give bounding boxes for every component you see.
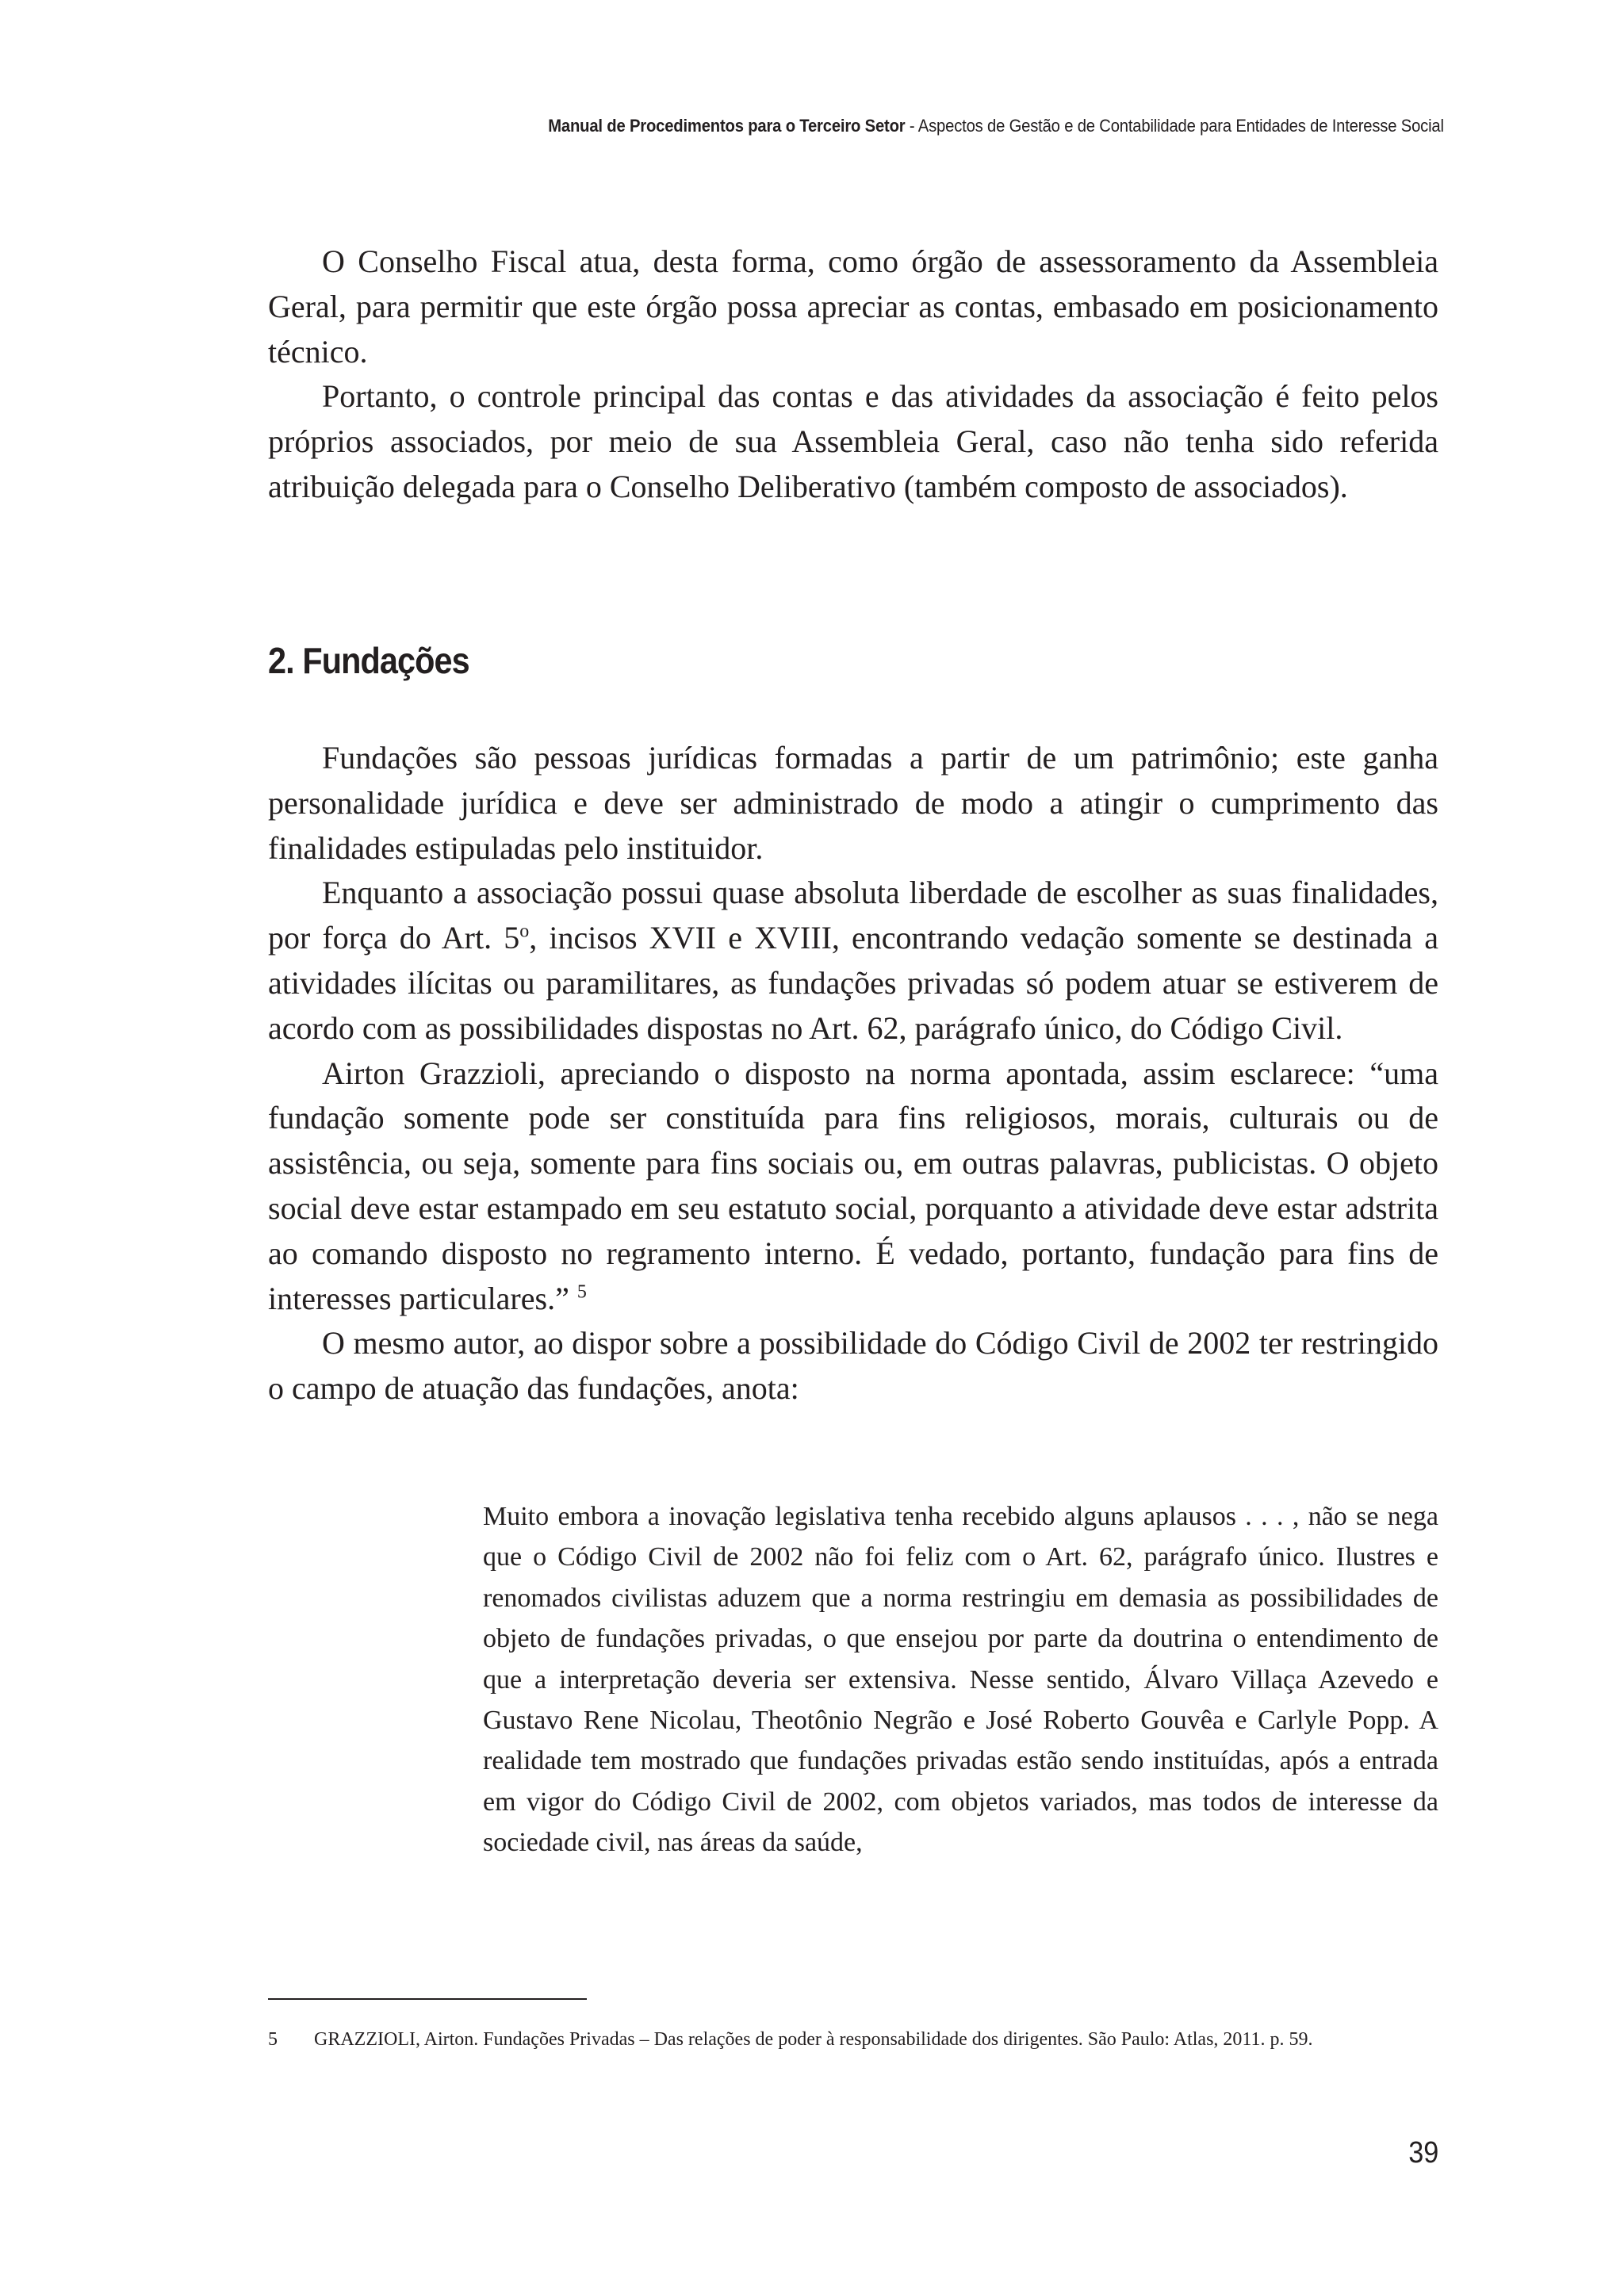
footnote xyxy=(268,2028,1438,2051)
fundacoes-text-block xyxy=(268,736,1438,1411)
paragraph-mesmo-autor: O mesmo autor, ao dispor sobre a possibilidade do Código Civil de 2002 ter restringido o campo de atuação das fundações, anota: xyxy=(268,1325,1438,1407)
ordinal-indicator: o xyxy=(519,921,530,942)
footnote-divider xyxy=(268,1998,587,2000)
footnote-reference[interactable]: 5 xyxy=(576,1281,587,1303)
paragraph-associacao-text-b: , incisos XVII e XVIII, encontrando vedação somente se destinada a atividades ilícitas ou paramilitares, as fundações privadas só podem atuar se estiverem de acordo com as possibilidades dispostas no Art. 62, parágrafo único, do Código Civil. xyxy=(268,920,1438,1046)
footnote-text: GRAZZIOLI, Airton. Fundações Privadas – Das relações de poder à responsabilidade dos dirigentes. São Paulo: Atlas, 2011. p. 59. xyxy=(314,2029,1313,2050)
running-header-subtitle: - Aspectos de Gestão e de Contabilidade para Entidades de Interesse Social xyxy=(905,116,1444,136)
running-header-title: Manual de Procedimentos para o Terceiro Setor xyxy=(548,116,906,136)
paragraph-grazzioli-text: Airton Grazzioli, apreciando o disposto na norma apontada, assim esclarece: “uma fundação somente pode ser constituída para fins religiosos, morais, culturais ou de assistência, ou seja, somente para fins sociais ou, em outras palavras, publicistas. O objeto social deve estar estampado em seu estatuto social, porquanto a atividade deve estar adstrita ao comando disposto no regramento interno. É vedado, portanto, fundação para fins de interesses particulares.” xyxy=(268,1055,1438,1316)
paragraph-conselho-fiscal: O Conselho Fiscal atua, desta forma, como órgão de assessoramento da Assembleia Geral, para permitir que este órgão possa apreciar as contas, embasado em posicionamento técnico. xyxy=(268,243,1438,370)
intro-text-block xyxy=(268,239,1438,510)
section-heading: 2. Fundações xyxy=(268,640,469,681)
paragraph-controle-contas: Portanto, o controle principal das contas e das atividades da associação é feito pelos próprios associados, por meio de sua Assembleia Geral, caso não tenha sido referida atribuição delegada para o Conselho Deliberativo (também composto de associados). xyxy=(268,378,1438,504)
block-quote: Muito embora a inovação legislativa tenha recebido alguns aplausos . . . , não se nega que o Código Civil de 2002 não foi feliz com o Art. 62, parágrafo único. Ilustres e renomados civilistas aduzem que a norma restringiu em demasia as possibilidades de objeto de fundações privadas, o que ensejou por parte da doutrina o entendimento de que a interpretação deveria ser extensiva. Nesse sentido, Álvaro Villaça Azevedo e Gustavo Rene Nicolau, Theotônio Negrão e José Roberto Gouvêa e Carlyle Popp. A realidade tem mostrado que fundações privadas estão sendo instituídas, após a entrada em vigor do Código Civil de 2002, com objetos variados, mas todos de interesse da sociedade civil, nas áreas da saúde, xyxy=(483,1502,1438,1858)
footnote-number: 5 xyxy=(268,2029,278,2050)
running-header xyxy=(548,116,1444,136)
page-number: 39 xyxy=(1408,2136,1438,2170)
paragraph-associacao-text-a: Enquanto a associação possui quase absoluta liberdade de escolher as suas finalidades, por força do Art. 5 xyxy=(268,875,1438,956)
paragraph-grazzioli-quote xyxy=(268,1051,1438,1322)
paragraph-fundacoes-definicao: Fundações são pessoas jurídicas formadas a partir de um patrimônio; este ganha personalidade jurídica e deve ser administrado de modo a atingir o cumprimento das finalidades estipuladas pelo instituidor. xyxy=(268,740,1438,866)
paragraph-associacao-liberdade xyxy=(268,871,1438,1051)
